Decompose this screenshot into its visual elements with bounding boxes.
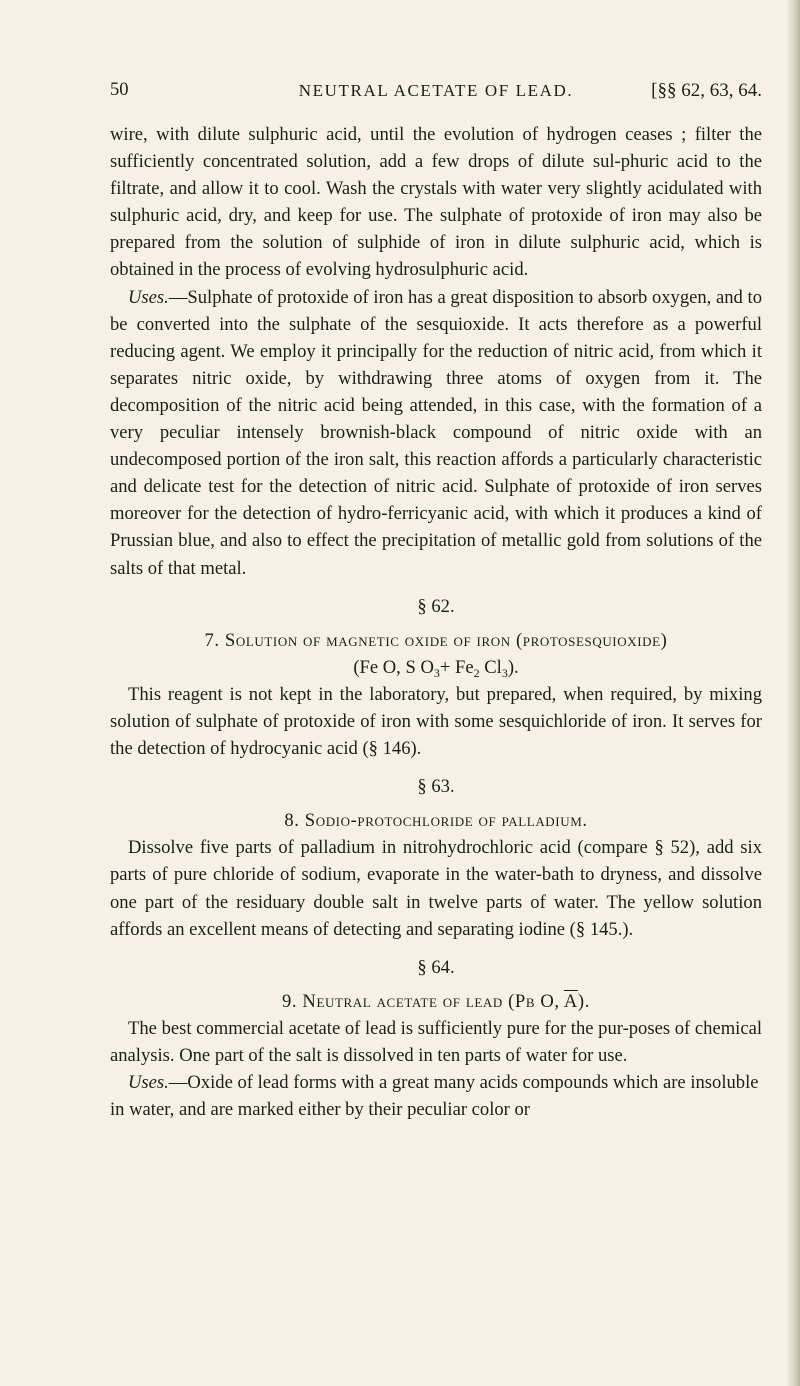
formula-acetate-symbol: $\overline{A}$ bbox=[563, 990, 578, 1012]
page-number: 50 bbox=[110, 80, 129, 100]
heading-64-text: 9. Neutral acetate of lead bbox=[282, 990, 503, 1012]
formula-subscript: 2 bbox=[473, 665, 480, 680]
page-body bbox=[110, 121, 762, 1123]
formula-part: ). bbox=[507, 656, 519, 678]
formula-62 bbox=[110, 654, 762, 681]
paragraph-64: The best commercial acetate of lead is sufficiently pure for the pur-poses of chemical analysis. One part of the salt is dissolved in ten parts of water for use. bbox=[110, 1017, 762, 1066]
section-number-63: § 63. bbox=[417, 776, 455, 798]
heading-62: 7. Solution of magnetic oxide of iron (protosesquioxide) bbox=[204, 629, 668, 651]
uses-paragraph-64 bbox=[110, 1069, 762, 1123]
formula-part: (Pb O, bbox=[508, 990, 564, 1012]
section-number-62: § 62. bbox=[417, 595, 455, 617]
paragraph-continued: wire, with dilute sulphuric acid, until the evolution of hydrogen ceases ; filter the sufficiently concentrated solution, add a few drops of dilute sul-phuric acid to the filtrate, and allow it to cool. Wash the crystals with water very slightly acidulated with sulphuric acid, dry, and keep for use. The sulphate of protoxide of iron may also be prepared from the solution of sulphide of iron in dilute sulphuric acid, which is obtained in the process of evolving hydrosulphuric acid. bbox=[110, 124, 762, 281]
formula-part: + Fe bbox=[439, 656, 474, 678]
paragraph-62: This reagent is not kept in the laboratory, but prepared, when required, by mixing solution of sulphate of protoxide of iron with some sesquichloride of iron. It serves for the detection of hydrocyanic acid (§ 146). bbox=[110, 683, 762, 760]
uses-label: Uses. bbox=[128, 286, 169, 308]
heading-63: 8. Sodio-protochloride of palladium. bbox=[284, 810, 588, 832]
formula-part: ). bbox=[577, 990, 590, 1012]
formula-part: Cl bbox=[479, 656, 502, 678]
formula-part: (Fe O, S O bbox=[353, 656, 434, 678]
uses-text: —Sulphate of protoxide of iron has a great disposition to absorb oxygen, and to be converted into the sulphate of the sesquioxide. It acts therefore as a powerful reducing agent. We employ it principally for the reduction of nitric acid, from which it separates nitric oxide, by withdrawing three atoms of oxygen from it. The decomposition of the nitric acid being attended, in this case, with the formation of a very peculiar intensely brownish-black compound of nitric oxide with an undecomposed portion of the iron salt, this reaction affords a particularly characteristic and delicate test for the detection of nitric acid. Sulphate of protoxide of iron serves moreover for the detection of hydro-ferricyanic acid, with which it produces a kind of Prussian blue, and also to effect the precipitation of metallic gold from solutions of the salts of that metal. bbox=[110, 286, 762, 579]
section-number-64: § 64. bbox=[417, 956, 455, 978]
heading-64 bbox=[110, 988, 762, 1015]
running-header bbox=[110, 80, 762, 110]
uses-label-64: Uses. bbox=[128, 1072, 169, 1094]
formula-subscript: 3 bbox=[501, 665, 508, 680]
running-title: NEUTRAL ACETATE OF LEAD. bbox=[298, 81, 574, 100]
uses-text-64: —Oxide of lead forms with a great many acids compounds which are insoluble in water, and are marked either by their peculiar color or bbox=[110, 1072, 759, 1121]
section-range: [§§ 62, 63, 64. bbox=[651, 80, 762, 101]
formula-subscript: 3 bbox=[433, 665, 440, 680]
uses-paragraph bbox=[110, 284, 762, 582]
page-edge-shadow bbox=[786, 0, 800, 1386]
paragraph-63: Dissolve five parts of palladium in nitrohydrochloric acid (compare § 52), add six parts of pure chloride of sodium, evaporate in the water-bath to dryness, and dissolve one part of the residuary double salt in twelve parts of water. The yellow solution affords an excellent means of detecting and separating iodine (§ 145.). bbox=[110, 837, 762, 940]
formula-64 bbox=[508, 991, 590, 1012]
